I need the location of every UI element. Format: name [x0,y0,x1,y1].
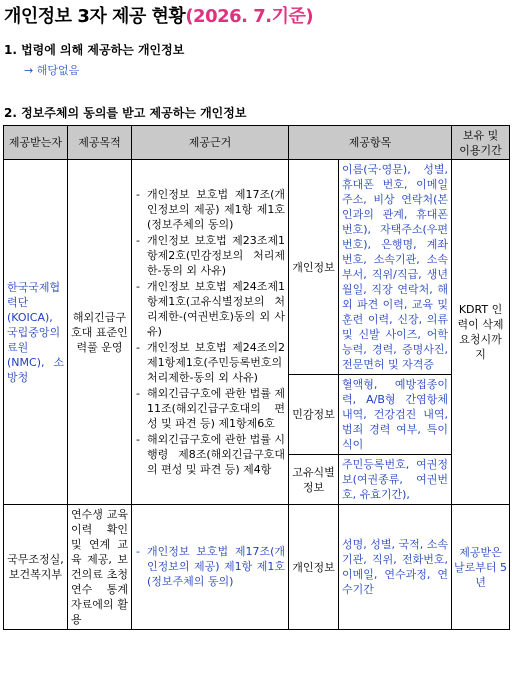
basis-item: - 개인정보 보호법 제17조(개인정보의 제공) 제1항 제1호(정보주체의 동의) [136,187,285,231]
header-basis: 제공근거 [132,126,289,160]
recipient-cell: 한국국제협력단(KOICA), 국립중앙의료원(NMC), 소방청 [4,160,68,505]
provision-table [3,125,510,630]
basis-item: - 해외긴급구호에 관한 법률 시행령 제8조(해외긴급구호대의 편성 및 파견 등) 제4항 [136,432,286,476]
header-purpose: 제공목적 [68,126,132,160]
section1-heading: 1. 법령에 의해 제공하는 개인정보 [4,43,185,57]
table-row [4,160,510,375]
item-type-cell: 민감정보 [289,375,339,455]
basis-cell [132,505,289,630]
title-date: (2026. 7.기준) [185,6,314,27]
basis-item: - 개인정보 보호법 제17조(개인정보의 제공) 제1항 제1호(정보주체의 동의) [136,545,285,588]
item-detail-cell: 혈액형, 예방접종이력, A/B형 간염항체 내역, 건강검진 내역, 범죄 경력 여부, 특이 식이 [339,375,452,455]
recipient-cell: 국무조정실, 보건복지부 [4,505,68,630]
item-detail-cell: 주민등록번호, 여권정보(여권종류, 여권번호, 유효기간), [339,455,452,505]
section1-none-text: → 해당없음 [24,64,80,77]
table-header-row [4,126,510,160]
header-items: 제공항목 [289,126,452,160]
basis-item: - 해외긴급구호에 관한 법률 제11조(해외긴급구호대의 편성 및 파견 등) 제1항제6호 [136,386,286,430]
purpose-cell: 해외긴급구호대 표준인력풀 운영 [68,160,132,505]
retention-cell: 제공받은 날로부터 5년 [452,505,510,630]
header-recipient: 제공받는자 [4,126,68,160]
header-retention: 보유 및 이용기간 [452,126,510,160]
item-type-cell: 개인정보 [289,160,339,375]
item-type-cell: 고유식별정보 [289,455,339,505]
retention-cell: KDRT 인력이 삭제 요청시까지 [452,160,510,505]
section2-heading: 2. 정보주체의 동의를 받고 제공하는 개인정보 [4,106,247,120]
item-detail-cell: 성명, 성별, 국적, 소속기관, 직위, 전화번호, 이메일, 연수과정, 연수기간 [339,505,452,630]
page-title [4,2,313,28]
basis-item: - 개인정보 보호법 제24조의2제1항제1호(주민등록번호의 처리제한-동의 외 사유) [136,340,285,384]
table-row [4,505,510,630]
basis-cell [132,160,289,505]
purpose-cell: 연수생 교육이력 확인 및 연계 교육 제공, 보건의료 초청연수 통계 자료에의 활용 [68,505,132,630]
title-main: 개인정보 3자 제공 현황 [4,6,186,27]
item-detail-cell: 이름(국·영문), 성별, 휴대폰 번호, 이메일주소, 비상 연락처(본인과의 관계, 휴대폰번호), 자택주소(우편번호), 은행명, 계좌 번호, 소속기관, 소속부서, 직위/직급, 생년월일, 직장 연락처, 해외 파견 이력, 교육 및 훈련 이력, 신장, 의류 및 신발 사이즈, 어학 능력, 경력, 증명사진, 전문면허 및 자격증 [339,160,452,375]
item-type-cell: 개인정보 [289,505,339,630]
basis-item: - 개인정보 보호법 제24조제1항제1호(고유식별정보의 처리제한-(여권번호)동의 외 사유) [136,279,285,338]
basis-item: - 개인정보 보호법 제23조제1항제2호(민감정보의 처리제한-동의 외 사유) [136,233,285,277]
